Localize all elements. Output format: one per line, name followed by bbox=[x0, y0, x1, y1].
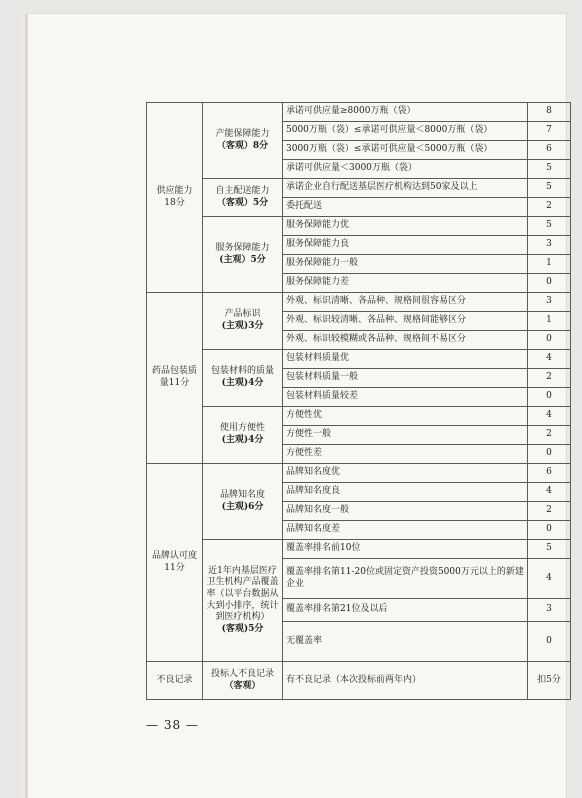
standard-cell: 服务保障能力优 bbox=[283, 217, 528, 236]
subitem-service bbox=[203, 217, 283, 293]
score-cell: 4 bbox=[528, 350, 571, 369]
standard-cell: 覆盖率排名第11-20位或固定资产投资5000万元以上的新建企业 bbox=[283, 559, 528, 599]
standard-cell: 包装材料质量一般 bbox=[283, 369, 528, 388]
subitem-type: （客观）8分 bbox=[216, 140, 269, 151]
standard-cell: 外观、标识较清晰、各品种、规格间能够区分 bbox=[283, 312, 528, 331]
score-cell: 0 bbox=[528, 331, 571, 350]
score-cell: 5 bbox=[528, 217, 571, 236]
table-row bbox=[147, 540, 571, 559]
subitem-name: 自主配送能力 bbox=[215, 185, 270, 196]
table-row bbox=[147, 407, 571, 426]
standard-cell: 服务保障能力良 bbox=[283, 236, 528, 255]
subitem-name: 投标人不良记录 bbox=[210, 668, 274, 679]
score-cell: 2 bbox=[528, 369, 571, 388]
category-brand: 品牌认可度 11分 bbox=[147, 464, 203, 662]
subitem-coverage bbox=[203, 540, 283, 662]
standard-cell: 方便性优 bbox=[283, 407, 528, 426]
subitem-type: (主观)3分 bbox=[221, 321, 264, 331]
standard-cell: 外观、标识清晰、各品种、规格间很容易区分 bbox=[283, 293, 528, 312]
standard-cell: 品牌知名度优 bbox=[283, 464, 528, 483]
table-row bbox=[147, 103, 571, 122]
score-cell: 0 bbox=[528, 388, 571, 407]
subitem-bidder-record bbox=[203, 662, 283, 700]
standard-cell: 方便性差 bbox=[283, 445, 528, 464]
category-packaging: 药品包装质量11分 bbox=[147, 293, 203, 464]
category-bad-record: 不良记录 bbox=[147, 662, 203, 700]
scoring-table bbox=[146, 102, 571, 700]
subitem-name: 使用方便性 bbox=[219, 423, 265, 434]
standard-cell: 3000万瓶（袋）≤承诺可供应量＜5000万瓶（袋） bbox=[283, 141, 528, 160]
score-cell: 0 bbox=[528, 274, 571, 293]
subitem-type: (主观)4分 bbox=[221, 378, 264, 388]
score-cell: 2 bbox=[528, 502, 571, 521]
score-cell: 2 bbox=[528, 426, 571, 445]
standard-cell: 委托配送 bbox=[283, 198, 528, 217]
standard-cell: 承诺企业自行配送基层医疗机构达到50家及以上 bbox=[283, 179, 528, 198]
subitem-name: 品牌知名度 bbox=[219, 489, 265, 500]
score-cell: 6 bbox=[528, 141, 571, 160]
standard-cell: 承诺可供应量≥8000万瓶（袋） bbox=[283, 103, 528, 122]
standard-cell: 覆盖率排名第21位及以后 bbox=[283, 599, 528, 622]
score-cell: 3 bbox=[528, 236, 571, 255]
subitem-name: 产能保障能力 bbox=[215, 128, 270, 139]
standard-cell: 外观、标识较模糊或各品种、规格间不易区分 bbox=[283, 331, 528, 350]
subitem-convenience bbox=[203, 407, 283, 464]
standard-cell: 品牌知名度差 bbox=[283, 521, 528, 540]
score-cell: 3 bbox=[528, 599, 571, 622]
standard-cell: 覆盖率排名前10位 bbox=[283, 540, 528, 559]
score-cell: 1 bbox=[528, 255, 571, 274]
table-row bbox=[147, 293, 571, 312]
standard-cell: 品牌知名度一般 bbox=[283, 502, 528, 521]
subitem-material bbox=[203, 350, 283, 407]
score-cell: 0 bbox=[528, 445, 571, 464]
subitem-type: （客观） bbox=[224, 680, 261, 691]
score-cell: 0 bbox=[528, 622, 571, 662]
standard-cell: 包装材料质量较差 bbox=[283, 388, 528, 407]
subitem-labeling bbox=[203, 293, 283, 350]
score-cell: 0 bbox=[528, 521, 571, 540]
standard-cell: 包装材料质量优 bbox=[283, 350, 528, 369]
score-cell: 7 bbox=[528, 122, 571, 141]
subitem-type: (客观)5分 bbox=[221, 623, 264, 634]
standard-cell: 方便性一般 bbox=[283, 426, 528, 445]
table-row bbox=[147, 217, 571, 236]
standard-cell: 服务保障能力一般 bbox=[283, 255, 528, 274]
category-points: 18分 bbox=[164, 197, 185, 208]
page-number: — 38 — bbox=[146, 718, 199, 732]
standard-cell: 有不良记录（本次投标前两年内） bbox=[283, 662, 528, 700]
table-row bbox=[147, 662, 571, 700]
subitem-self-delivery bbox=[203, 179, 283, 217]
score-cell: 3 bbox=[528, 293, 571, 312]
score-cell: 扣5分 bbox=[528, 662, 571, 700]
subitem-name: 包装材料的质量 bbox=[210, 366, 274, 377]
standard-cell: 品牌知名度良 bbox=[283, 483, 528, 502]
table-row bbox=[147, 350, 571, 369]
subitem-name: 服务保障能力 bbox=[215, 242, 270, 253]
score-cell: 5 bbox=[528, 540, 571, 559]
subitem-capacity bbox=[203, 103, 283, 179]
subitem-type: (主观)6分 bbox=[221, 501, 264, 512]
score-cell: 4 bbox=[528, 407, 571, 426]
category-supply bbox=[147, 103, 203, 293]
standard-cell: 无覆盖率 bbox=[283, 622, 528, 662]
category-name: 供应能力 bbox=[156, 185, 193, 196]
standard-cell: 5000万瓶（袋）≤承诺可供应量＜8000万瓶（袋） bbox=[283, 122, 528, 141]
table-row bbox=[147, 179, 571, 198]
subitem-name: 近1年内基层医疗卫生机构产品覆盖率（以平台数据从大到小排序，统计到医疗机构） bbox=[206, 565, 279, 623]
subitem-brand-awareness bbox=[203, 464, 283, 540]
standard-cell: 服务保障能力差 bbox=[283, 274, 528, 293]
score-cell: 1 bbox=[528, 312, 571, 331]
score-cell: 4 bbox=[528, 559, 571, 599]
standard-cell: 承诺可供应量＜3000万瓶（袋） bbox=[283, 160, 528, 179]
score-cell: 5 bbox=[528, 179, 571, 198]
subitem-type: （客观）5分 bbox=[216, 197, 269, 208]
score-cell: 6 bbox=[528, 464, 571, 483]
table-row bbox=[147, 464, 571, 483]
subitem-type: (主观）5分 bbox=[219, 254, 266, 265]
subitem-type: (主观)4分 bbox=[221, 435, 264, 445]
score-cell: 5 bbox=[528, 160, 571, 179]
subitem-name: 产品标识 bbox=[224, 309, 261, 320]
score-cell: 8 bbox=[528, 103, 571, 122]
score-cell: 2 bbox=[528, 198, 571, 217]
score-cell: 4 bbox=[528, 483, 571, 502]
